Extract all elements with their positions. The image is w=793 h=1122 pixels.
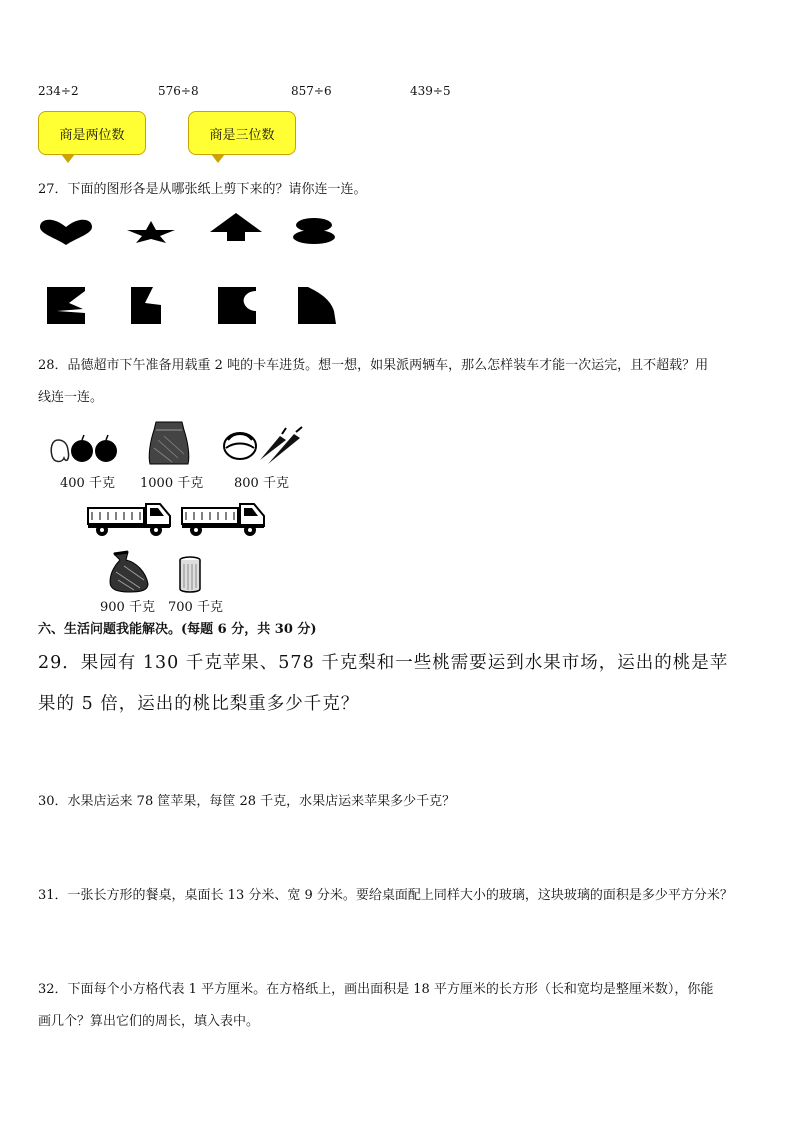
goods-weight-label: 400 千克	[60, 476, 115, 491]
rice-sack-icon	[148, 420, 190, 466]
barrel-icon	[178, 556, 202, 594]
cut-paper-4	[298, 287, 338, 325]
question-27: 27．下面的图形各是从哪张纸上剪下来的？请你连一连。	[38, 182, 367, 197]
truck-icon	[180, 498, 268, 538]
question-31: 31．一张长方形的餐桌，桌面长 13 分米、宽 9 分米。要给桌面配上同样大小的玻璃，这块玻璃的面积是多少平方分米？	[38, 888, 733, 903]
section-6-heading: 六、生活问题我能解决。(每题 6 分，共 30 分)	[38, 622, 317, 637]
figure-eight-icon	[292, 218, 336, 244]
division-expr: 857÷6	[291, 84, 332, 98]
cut-paper-3	[218, 287, 258, 325]
vegetables-icon	[220, 426, 304, 466]
division-expr: 439÷5	[410, 84, 451, 98]
question-30: 30．水果店运来 78 筐苹果，每筐 28 千克，水果店运来苹果多少千克？	[38, 794, 456, 809]
goods-weight-label: 700 千克	[168, 600, 223, 615]
bubble-three-digit-quotient: 商是三位数	[188, 111, 296, 155]
question-29-line2: 果的 5 倍，运出的桃比梨重多少千克？	[38, 694, 360, 714]
heart-icon	[38, 218, 94, 246]
star-icon	[126, 220, 176, 244]
bubble-two-digit-quotient: 商是两位数	[38, 111, 146, 155]
question-29-line1: 29．果园有 130 千克苹果、578 千克梨和一些桃需要运到水果市场，运出的桃是苹	[38, 653, 729, 673]
question-28-line2: 线连一连。	[38, 390, 104, 405]
apples-icon	[48, 432, 120, 466]
question-32-line1: 32．下面每个小方格代表 1 平方厘米。在方格纸上，画出面积是 18 平方厘米的长方形（长和宽均是整厘米数），你能	[38, 982, 714, 997]
truck-icon	[86, 498, 174, 538]
arrow-up-icon	[208, 212, 264, 242]
goods-weight-label: 1000 千克	[140, 476, 204, 491]
question-28-line1: 28．品德超市下午准备用载重 2 吨的卡车进货。想一想，如果派两辆车，那么怎样装车才能一次运完，且不超载？用	[38, 358, 709, 373]
goods-weight-label: 900 千克	[100, 600, 155, 615]
division-expr: 234÷2	[38, 84, 79, 98]
cut-paper-1	[47, 287, 87, 325]
flour-sack-icon	[106, 550, 152, 594]
cut-paper-2	[131, 287, 163, 325]
question-32-line2: 画几个？算出它们的周长，填入表中。	[38, 1014, 260, 1029]
goods-weight-label: 800 千克	[234, 476, 289, 491]
division-expr: 576÷8	[158, 84, 199, 98]
